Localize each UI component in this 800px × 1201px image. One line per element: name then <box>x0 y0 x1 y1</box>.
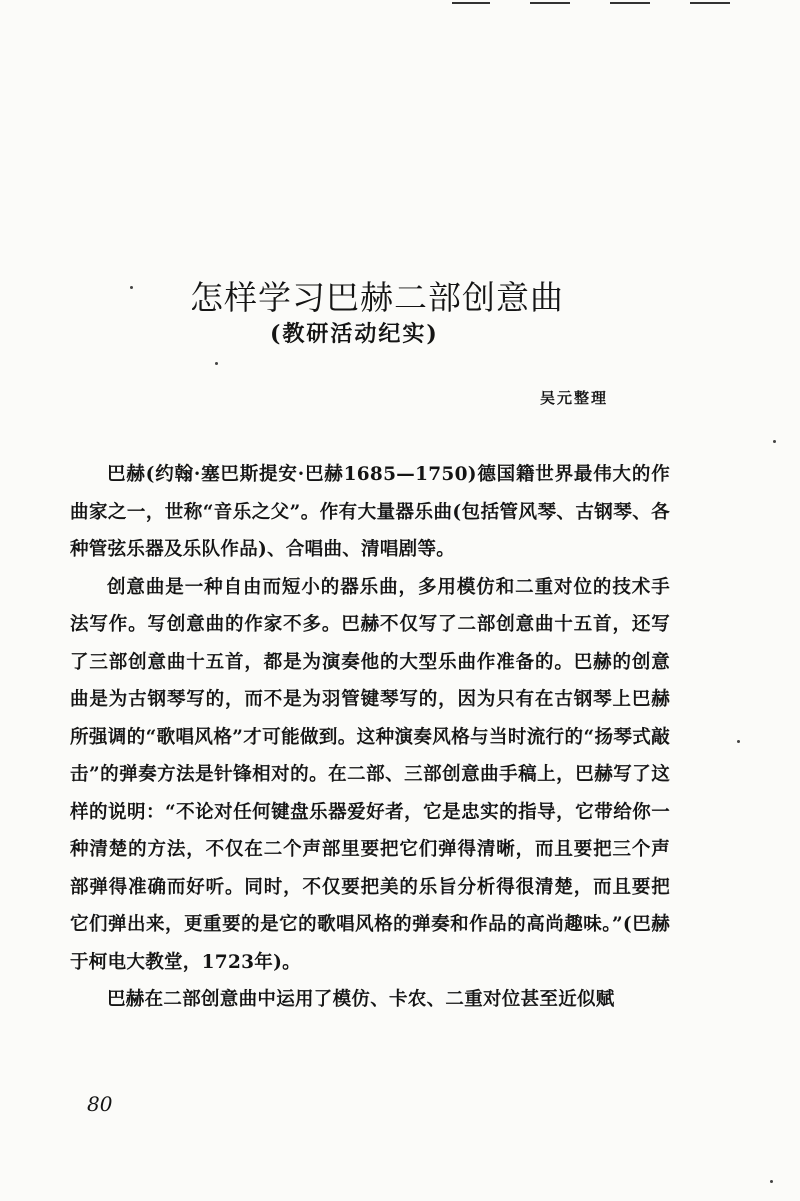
body-text <box>70 456 670 1019</box>
page-number: 80 <box>87 1092 113 1116</box>
subtitle: (教研活动纪实) <box>270 321 439 347</box>
page-title: 怎样学习巴赫二部创意曲 <box>190 278 564 318</box>
paragraph: 巴赫(约翰·塞巴斯提安·巴赫1685—1750)德国籍世界最伟大的作曲家之一，世称“音乐之父”。作有大量器乐曲(包括管风琴、古钢琴、各种管弦乐器及乐队作品)、合唱曲、清唱剧等。 <box>70 464 670 560</box>
top-rule <box>530 2 570 4</box>
paragraph: 巴赫在二部创意曲中运用了模仿、卡农、二重对位甚至近似赋 <box>107 989 615 1010</box>
scan-speck <box>770 1180 773 1183</box>
top-rule <box>690 2 730 4</box>
author: 吴元整理 <box>540 389 609 407</box>
paragraph: 创意曲是一种自由而短小的器乐曲，多用模仿和二重对位的技术手法写作。写创意曲的作家不多。巴赫不仅写了二部创意曲十五首，还写了三部创意曲十五首，都是为演奏他的大型乐曲作准备的。巴赫的创意曲是为古钢琴写的，而不是为羽管键琴写的，因为只有在古钢琴上巴赫所强调的“歌唱风格”才可能做到。这种演奏风格与当时流行的“扬琴式敲击”的弹奏方法是针锋相对的。在二部、三部创意曲手稿上，巴赫写了这样的说明：“不论对任何键盘乐器爱好者，它是忠实的指导，它带给你一种清楚的方法，不仅在二个声部里要把它们弹得清晰，而且要把三个声部弹得准确而好听。同时，不仅要把美的乐旨分析得很清楚，而且要把它们弹出来，更重要的是它的歌唱风格的弹奏和作品的高尚趣味。”(巴赫于柯电大教堂，1723年)。 <box>70 576 670 973</box>
scan-speck <box>737 740 740 743</box>
scan-speck <box>130 286 133 289</box>
scan-speck <box>773 440 776 443</box>
top-rule <box>452 2 490 4</box>
scan-speck <box>215 362 218 365</box>
top-rule <box>610 2 650 4</box>
